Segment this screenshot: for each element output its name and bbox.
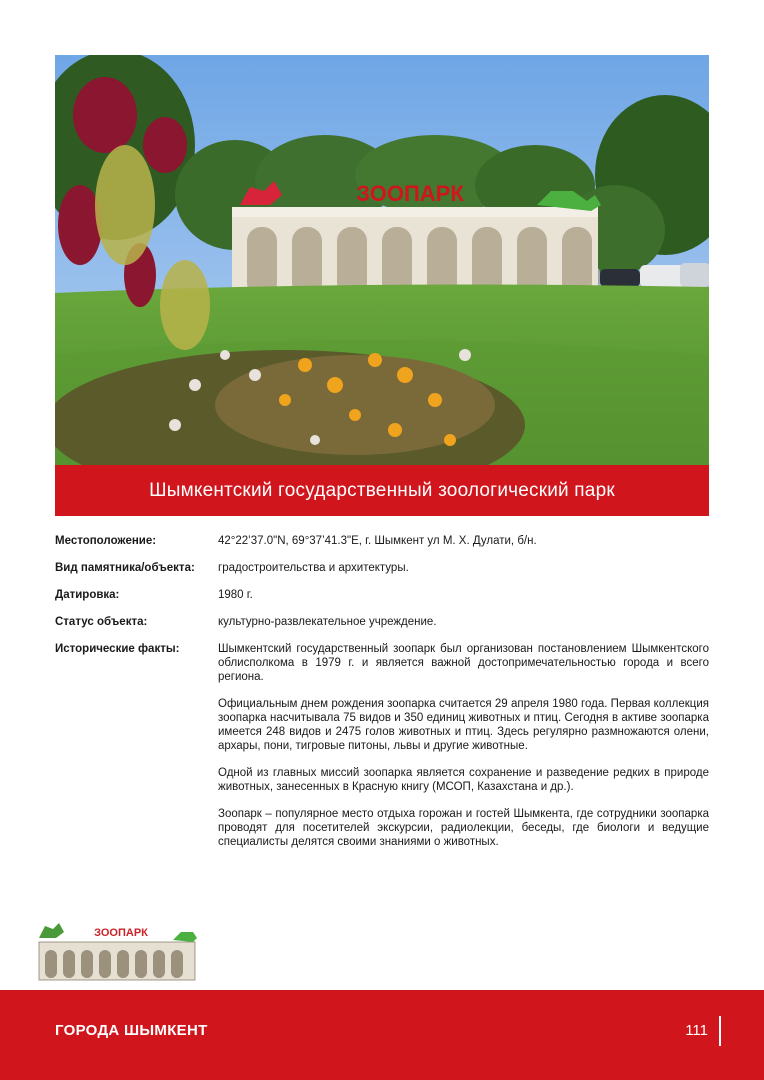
field-status	[55, 615, 709, 629]
field-value: градостроительства и архитектуры.	[218, 562, 409, 574]
history-text	[218, 642, 709, 849]
footer-title: ГОРОДА ШЫМКЕНТ	[55, 1022, 208, 1039]
field-history	[55, 642, 709, 849]
gate-sign: ЗООПАРК	[356, 181, 464, 206]
page-number: 111	[685, 1022, 708, 1039]
field-value: культурно-развлекательное учреждение.	[218, 616, 437, 628]
history-paragraph: Одной из главных миссий зоопарка является сохранение и разведение редких в природе животных, занесенных в Красную книгу (МСОП, Казахстана и др.).	[218, 767, 709, 793]
info-table	[55, 534, 709, 862]
field-value: 42°22’37.0"N, 69°37’41.3"E, г. Шымкент ул М. Х. Дулати, б/н.	[218, 535, 537, 547]
zoo-gate-thumbnail	[33, 920, 199, 984]
page-title: Шымкентский государственный зоологический парк	[149, 479, 615, 501]
page-footer	[0, 990, 764, 1080]
field-label: Датировка:	[55, 589, 120, 601]
hero-photo	[55, 55, 709, 465]
field-location	[55, 534, 709, 548]
field-dating	[55, 588, 709, 602]
field-monument-type	[55, 561, 709, 575]
field-label: Вид памятника/объекта:	[55, 562, 195, 574]
thumb-sign: ЗООПАРК	[94, 927, 148, 939]
history-paragraph: Официальным днем рождения зоопарка считается 29 апреля 1980 года. Первая коллекция зоопарка насчитывала 75 видов и 350 единиц животных и птиц. Сегодня в активе зоопарка имеется 248 видов и 2475 голов животных и птиц. Здесь регулярно размножаются олени, архары, пони, тигровые питоны, львы и другие животные.	[218, 698, 709, 752]
field-label: Исторические факты:	[55, 643, 180, 655]
field-value: 1980 г.	[218, 589, 253, 601]
page-number-divider	[719, 1016, 721, 1046]
history-paragraph: Шымкентский государственный зоопарк был организован постановлением Шымкентского облисполкома в 1979 г. и является важной достопримечательностью города и всего региона.	[218, 643, 709, 683]
page-title-banner	[55, 465, 709, 516]
history-paragraph: Зоопарк – популярное место отдыха горожан и гостей Шымкента, где сотрудники зоопарка проводят для посетителей экскурсии, радиолекции, беседы, где биологи и ведущие специалисты делятся своими знаниями о животных.	[218, 808, 709, 848]
field-label: Местоположение:	[55, 535, 157, 547]
field-label: Статус объекта:	[55, 616, 148, 628]
